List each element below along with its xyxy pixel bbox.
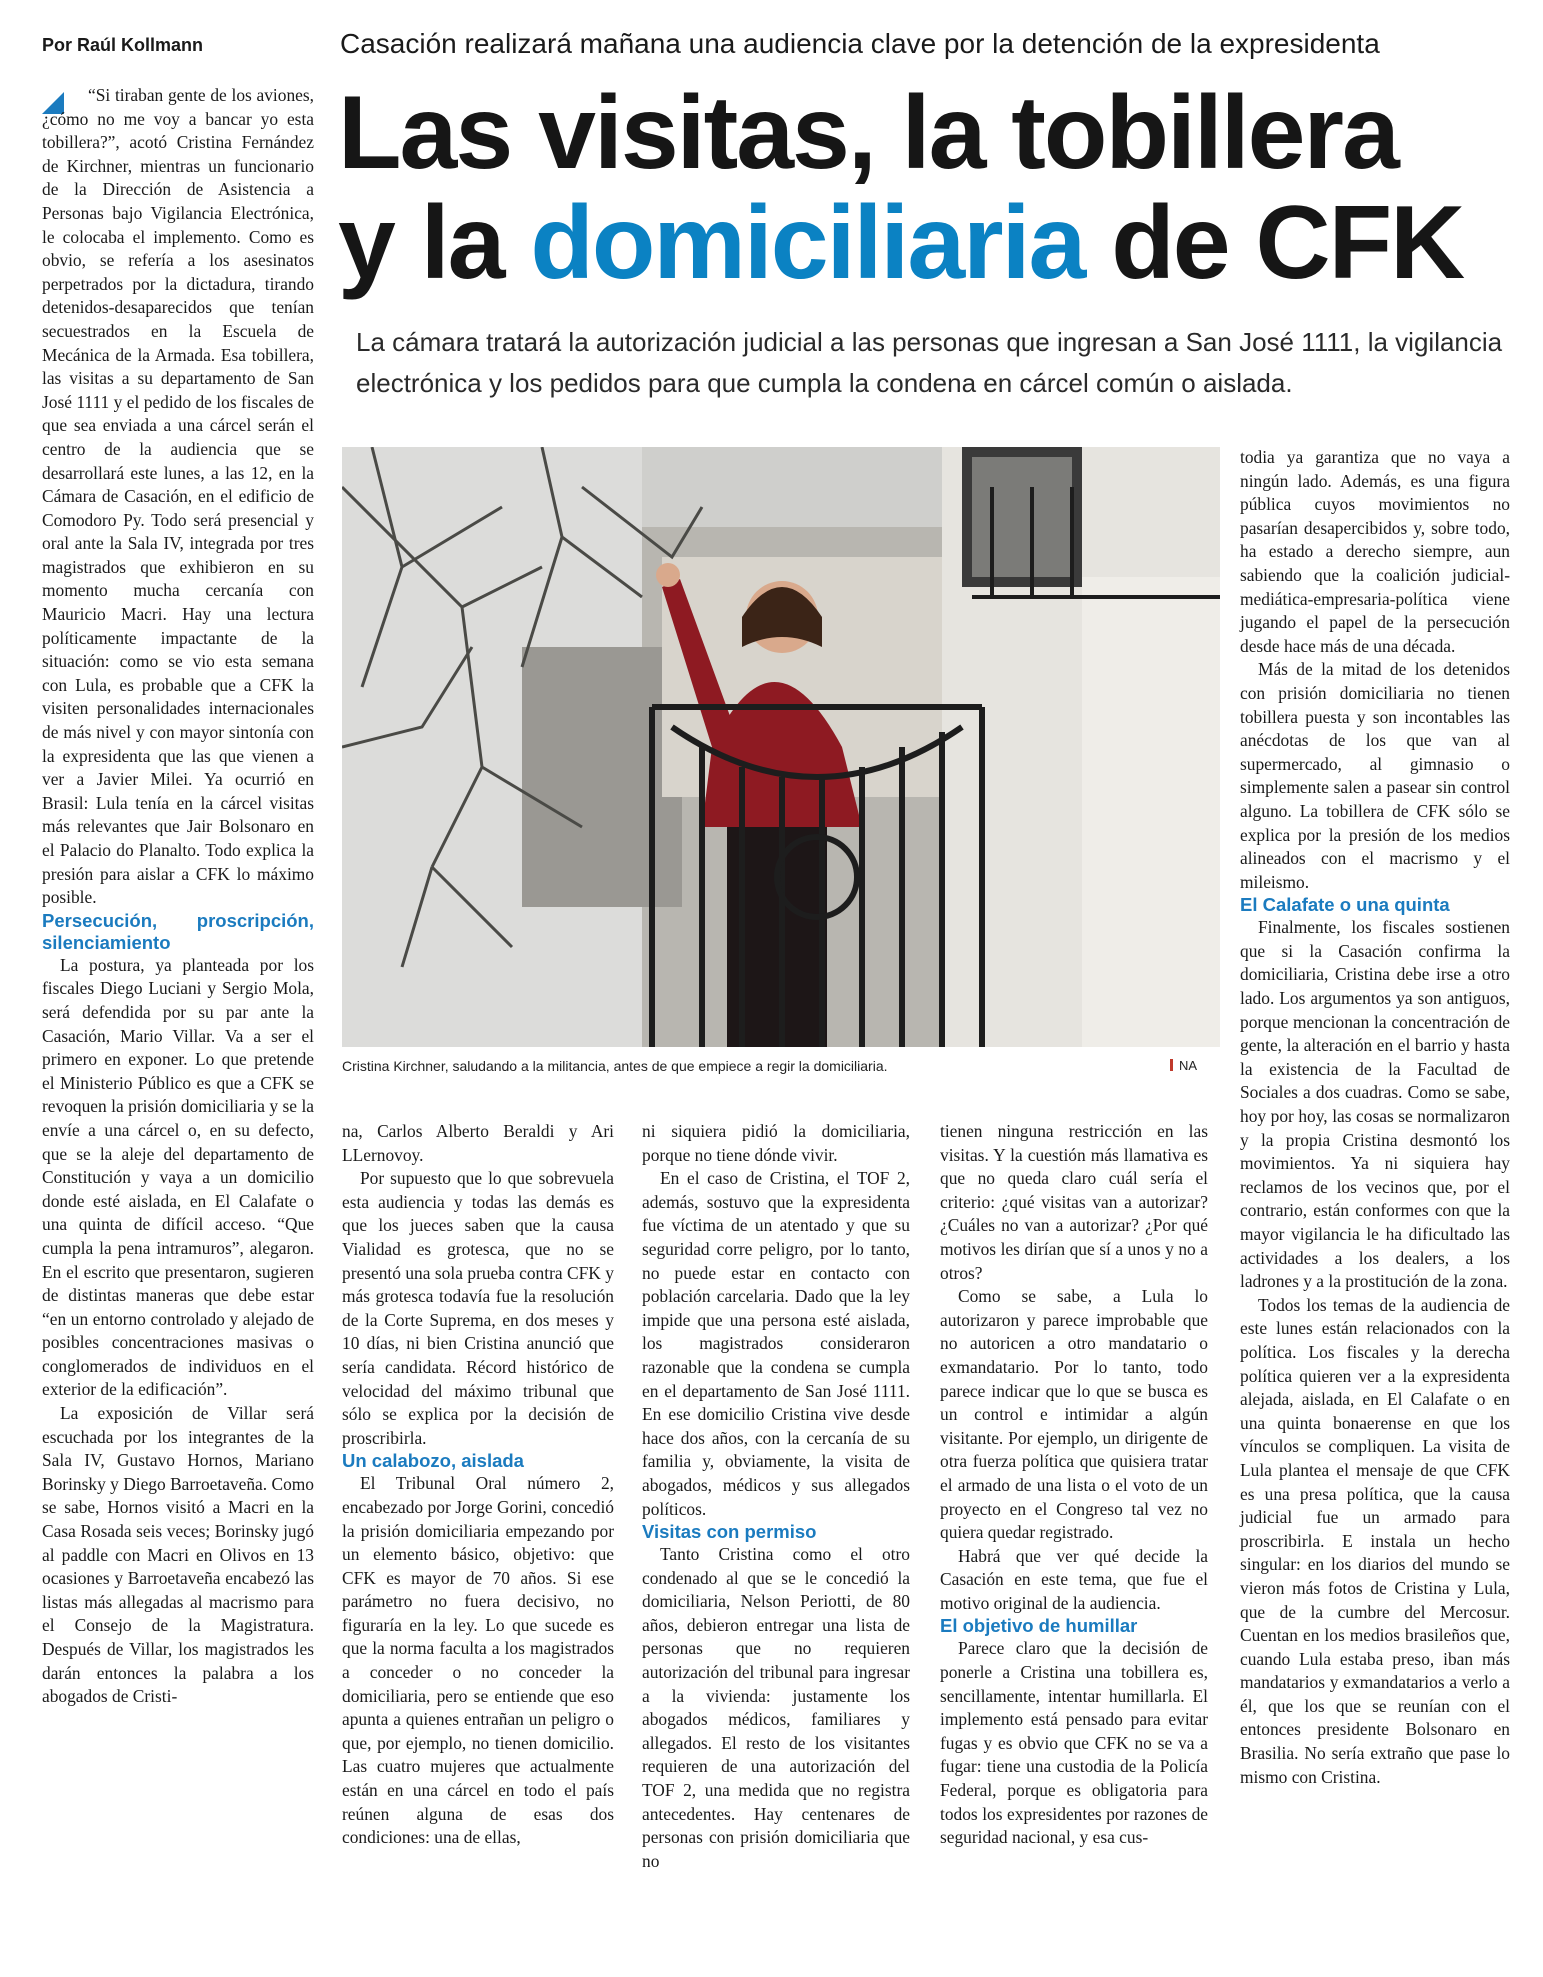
headline-line2-post: de CFK	[1084, 185, 1464, 301]
col2-paragraph-3: El Tribunal Oral número 2, encabezado por Jorge Gorini, concedió la prisión domiciliaria empezando por un elemento básico, objetivo: que CFK es mayor de 70 años. Si ese parámetro no fuera decisivo, no figuraría en la ley. Lo que sucede es que la norma faculta a los magistrados a conceder o no conceder la domiciliaria, pero se entiende que eso apunta a quienes entrañan un peligro o que, por ejemplo, no tienen domicilio. Las cuatro mujeres que actualmente están en una cárcel en todo el país reúnen alguna de esas dos condiciones: una de ellas,	[342, 1473, 614, 1848]
col1-paragraph-2: La postura, ya planteada por los fiscales Diego Luciani y Sergio Mola, será defendida por su par ante la Casación, Mario Villar. Va a ser el primero en exponer. Lo que pretende el Ministerio Público es que a CFK se revoquen la prisión domiciliaria y se la envíe a una cárcel o, en su defecto, que se la aleje del departamento de Constitución y vaya a un domicilio donde esté aislada, en El Calafate o una quinta de difícil acceso. “Que cumpla la pena intramuros”, alegaron. En el escrito que presentaron, sugieren de distintas maneras que debe estar “en un entorno controlado y alejado de posibles concentraciones masivas o conglomerados de individuos en el exterior de la edificación”.	[42, 954, 314, 1400]
column-1	[42, 84, 314, 1709]
col2-paragraph-1: na, Carlos Alberto Beraldi y Ari LLernovoy.	[342, 1121, 614, 1165]
col5-paragraph-2: Más de la mitad de los detenidos con prisión domiciliaria no tienen tobillera puesta y son incontables las anécdotas de los que van al supermercado, al gimnasio o simplemente salen a pasear sin control alguno. La tobillera de CFK sólo se explica por la presión de los medios alineados con el macrismo y el mileismo.	[1240, 659, 1510, 892]
col3-paragraph-2: En el caso de Cristina, el TOF 2, además, sostuvo que la expresidenta fue víctima de un atentado y que su seguridad corre peligro, por lo tanto, no puede estar en contacto con población carcelaria. Dado que la ley impide que una persona esté aislada, los magistrados consideraron razonable que la condena se cumpla en el departamento de San José 1111. En ese domicilio Cristina vive desde hace dos años, con la cercanía de su familia y, obviamente, la visita de abogados, médicos y sus allegados políticos.	[642, 1168, 910, 1519]
photo-balcony-image	[342, 447, 1220, 1047]
col3-paragraph-3: Tanto Cristina como el otro condenado al que se le concedió la domiciliaria, Nelson Periotti, de 80 años, debieron entregar una lista de personas que no requieren autorización del tribunal para ingresar a la vivienda: justamente los abogados médicos, familiares y allegados. El resto de los visitantes requieren de una autorización del TOF 2, una medida que no registra antecedentes. Hay centenares de personas con prisión domiciliaria que no	[642, 1544, 910, 1871]
column-5	[1240, 446, 1510, 1789]
col5-paragraph-1: todia ya garantiza que no vaya a ningún lado. Además, es una figura pública cuyos movimientos no pasarían desapercibidos y, sobre todo, ha estado a derecho siempre, aun sabiendo que la coalición judicial-mediática-empresaria-política viene jugando el papel de la persecución desde hace más de una década.	[1240, 447, 1510, 656]
column-2	[342, 1120, 614, 1850]
photo-credit	[1170, 1058, 1197, 1073]
col5-paragraph-4: Todos los temas de la audiencia de este lunes están relacionados con la política. Los fiscales y la derecha política quieren ver a la expresidenta alejada, aislada, en El Calafate o en una quinta bonaerense en que los vínculos se compliquen. La visita de Lula plantea el mensaje de que CFK es una presa política, que la causa judicial fue un armado para proscribirla. E instala un hecho singular: en los diarios del mundo se vieron más fotos de Cristina y Lula, que de la cumbre del Mercosur. Cuentan en los medios brasileños que, cuando Lula estaba preso, iban más mandatarios y exmandatarios a verlo a él, que los que se reunían con el entonces presidente Bolsonaro en Brasilia. No sería extraño que pase lo mismo con Cristina.	[1240, 1294, 1510, 1787]
col2-paragraph-2: Por supuesto que lo que sobrevuela esta audiencia y todas las demás es que los jueces saben que la causa Vialidad es grotesca, que no se presentó una sola prueba contra CFK y más grotesca todavía fue la resolución de la Corte Suprema, en dos meses y 10 días, ni bien Cristina anunció que sería candidata. Récord histórico de velocidad del máximo tribunal que sólo se explica por la decisión de proscribirla.	[342, 1168, 614, 1448]
headline	[338, 75, 1528, 301]
col4-paragraph-4: Parece claro que la decisión de ponerle a Cristina una tobillera es, sencillamente, intentar humillarla. El implemento está pensado para evitar fugas y es obvio que CFK no se va a fugar: tiene una custodia de la Policía Federal, porque es obligatoria para todos los expresidentes por razones de seguridad nacional, y esa cus-	[940, 1638, 1208, 1848]
photo-credit-text: NA	[1179, 1058, 1198, 1073]
col3-subhead: Visitas con permiso	[642, 1521, 817, 1543]
col1-paragraph-1: “Si tiraban gente de los aviones, ¿cómo no me voy a bancar yo esta tobillera?”, acotó Cristina Fernández de Kirchner, mientras un funcionario de la Dirección de Asistencia a Personas bajo Vigilancia Electrónica, le colocaba el implemento. Como es obvio, se refería a los asesinatos perpetrados por la dictadura, tirando detenidos-desaparecidos que tenían secuestrados en la Escuela de Mecánica de la Armada. Esa tobillera, las visitas a su departamento de San José 1111 y el pedido de los fiscales de que sea enviada a una cárcel serán el centro de la audiencia que se desarrollará este lunes, a las 12, en la Cámara de Casación, en el edificio de Comodoro Py. Todo será presencial y oral ante la Sala IV, integrada por tres magistrados que exhibieron en su momento mucha cercanía con Mauricio Macri. Hay una lectura políticamente impactante de la situación: como se vio esta semana con Lula, es probable que a CFK la visiten personalidades internacionales de más nivel y con mayor sintonía con la expresidenta que las que vienen a ver a Javier Milei. Ya ocurrió en Brasil: Lula tenía en la cárcel visitas más relevantes que Jair Bolsonaro en el Palacio do Planalto. Todo explica la presión para aislar a CFK lo máximo posible.	[42, 85, 314, 908]
credit-marker-icon	[1170, 1059, 1173, 1071]
col2-subhead: Un calabozo, aislada	[342, 1450, 524, 1472]
col4-paragraph-1: tienen ninguna restricción en las visitas. Y la cuestión más llamativa es que no queda claro cuál sería el criterio: ¿qué visitas van a autorizar? ¿Cuáles no van a autorizar? ¿Por qué motivos les dirían que sí a unos y no a otros?	[940, 1121, 1208, 1283]
column-4	[940, 1120, 1208, 1850]
deck: La cámara tratará la autorización judicial a las personas que ingresan a San José 1111, la vigilancia electrónica y los pedidos para que cumpla la condena en cárcel común o aislada.	[356, 327, 1503, 398]
photo	[342, 447, 1220, 1047]
col1-subhead: Persecución, proscripción, silenciamiento	[42, 909, 314, 953]
col5-paragraph-3: Finalmente, los fiscales sostienen que si la Casación confirma la domiciliaria, Cristina debe irse a otro lado. Los argumentos ya son antiguos, porque mencionan la concentración de gente, la alteración en el barrio y hasta la existencia de la Facultad de Sociales a dos cuadras. Como se sabe, hoy por hoy, las cosas se normalizaron y la propia Cristina desmontó los movimientos. Ya ni siquiera hay reclamos de los vecinos que, por el contrario, están conformes con que la mayor vigilancia le ha dificultado las actividades a los dealers, a los ladrones y a la prostitución de la zona.	[1240, 917, 1510, 1292]
headline-highlight: domiciliaria	[530, 185, 1085, 301]
col1-paragraph-3: La exposición de Villar será escuchada por los integrantes de la Sala IV, Gustavo Hornos, Mariano Borinsky y Diego Barroetaveña. Como se sabe, Hornos visitó a Macri en la Casa Rosada seis veces; Borinsky jugó al paddle con Macri en Olivos en 13 ocasiones y Barroetaveña encabezó las listas más allegadas al macrismo para el Consejo de la Magistratura. Después de Villar, los magistrados les darán entonces la palabra a los abogados de Cristi-	[42, 1403, 314, 1707]
col4-paragraph-2: Como se sabe, a Lula lo autorizaron y parece improbable que no autoricen a otro mandatario o exmandatario. Por lo tanto, todo parece indicar que lo que se busca es un control e intimidar a algún visitante. Por ejemplo, un dirigente de otra fuerza política que quisiera tratar el armado de una lista o el voto de un proyecto en el Congreso tal vez no quiera quedar registrado.	[940, 1286, 1208, 1543]
col3-paragraph-1: ni siquiera pidió la domiciliaria, porque no tiene dónde vivir.	[642, 1121, 910, 1165]
byline: Por Raúl Kollmann	[42, 35, 204, 55]
col4-paragraph-3: Habrá que ver qué decide la Casación en este tema, que fue el motivo original de la audiencia.	[940, 1545, 1208, 1613]
col5-subhead: El Calafate o una quinta	[1240, 894, 1450, 916]
headline-line2	[338, 185, 1528, 301]
photo-caption: Cristina Kirchner, saludando a la militancia, antes de que empiece a regir la domiciliaria.	[342, 1058, 888, 1074]
headline-line2-pre: y la	[338, 185, 531, 301]
kicker: Casación realizará mañana una audiencia clave por la detención de la expresidenta	[340, 28, 1380, 59]
col4-subhead: El objetivo de humillar	[940, 1615, 1138, 1637]
column-3	[642, 1120, 910, 1873]
headline-line1: Las visitas, la tobillera	[338, 75, 1398, 191]
